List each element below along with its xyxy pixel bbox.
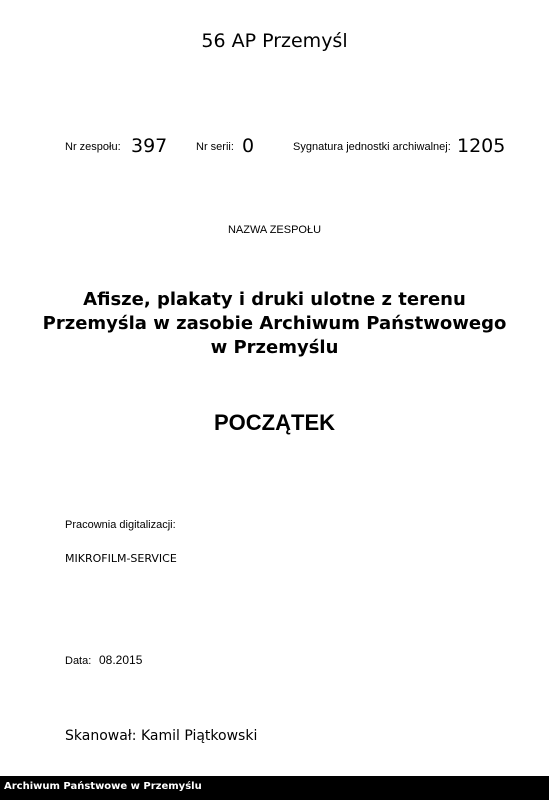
fond-title-line: Afisze, plakaty i druki ulotne z terenu — [83, 289, 466, 310]
footer-bar — [0, 776, 549, 800]
fond-number-value: 397 — [131, 135, 168, 157]
fond-title-line: Przemyśla w zasobie Archiwum Państwowego — [42, 313, 507, 334]
scanned-by: Skanował: Kamil Piątkowski — [65, 728, 258, 744]
footer-text: Archiwum Państwowe w Przemyślu — [4, 781, 202, 792]
series-label: Nr serii: — [196, 141, 234, 153]
signature-value: 1205 — [457, 135, 506, 157]
digitization-label: Pracownia digitalizacji: — [65, 519, 176, 531]
date-value: 08.2015 — [99, 653, 143, 667]
date-label: Data: — [65, 655, 92, 667]
signature-label: Sygnatura jednostki archiwalnej: — [293, 141, 451, 153]
digitization-value: MIKROFILM-SERVICE — [65, 552, 177, 565]
fond-name-label: NAZWA ZESPOŁU — [227, 224, 322, 236]
fond-title — [0, 288, 549, 360]
archive-code: 56 AP Przemyśl — [201, 30, 348, 52]
fond-title-line: w Przemyślu — [210, 337, 339, 358]
start-marker: POCZĄTEK — [214, 410, 335, 435]
series-value: 0 — [242, 135, 255, 157]
fond-number-label: Nr zespołu: — [65, 141, 121, 153]
